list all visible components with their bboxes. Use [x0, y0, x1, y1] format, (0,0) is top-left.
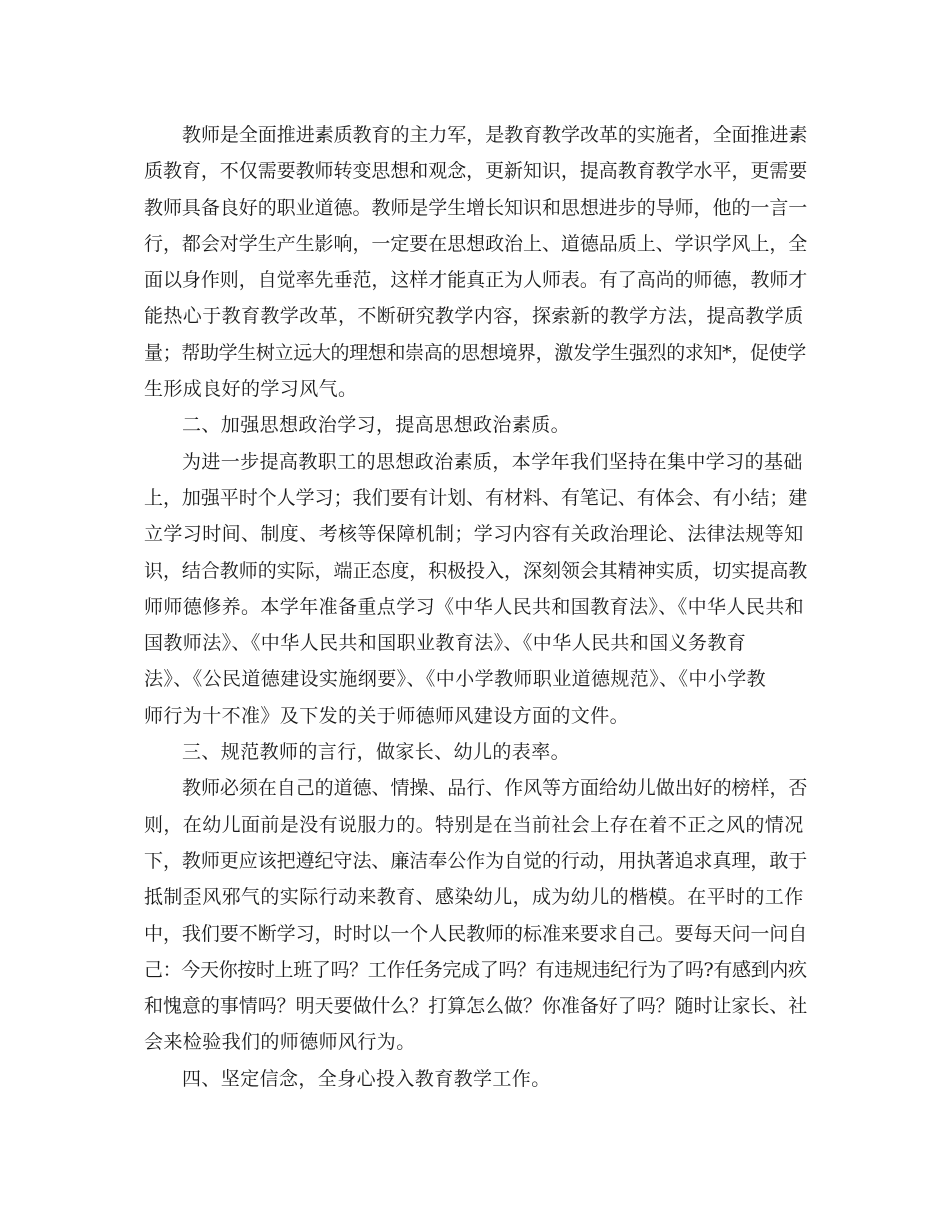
paragraph-first-line: 教师是全面推进素质教育的主力军，是教育教学改革的实施者，全面推进素 [182, 124, 808, 146]
text-line: 行，都会对学生产生影响，一定要在思想政治上、道德品质上、学识学风上，全 [144, 232, 808, 255]
text-line: 下，教师更应该把遵纪守法、廉洁奉公作为自觉的行动，用执著追求真理，敢于 [144, 849, 808, 872]
text-line: 国教师法》、《中华人民共和国职业教育法》、《中华人民共和国义务教育 [144, 632, 747, 655]
text-line: 上，加强平时个人学习；我们要有计划、有材料、有笔记、有体会、有小结；建 [144, 486, 808, 509]
text-line: 生形成良好的学习风气。 [144, 378, 358, 401]
text-line: 师师德修养。本学年准备重点学习《中华人民共和国教育法》、《中华人民共和 [144, 595, 805, 618]
paragraph-first-line: 三、规范教师的言行，做家长、幼儿的表率。 [182, 741, 571, 764]
text-line: 量；帮助学生树立远大的理想和崇高的思想境界，激发学生强烈的求知*，促使学 [144, 341, 806, 364]
text-line: 会来检验我们的师德师风行为。 [144, 1031, 416, 1054]
paragraph-first-line: 为进一步提高教职工的思想政治素质，本学年我们坚持在集中学习的基础 [182, 450, 803, 473]
text-line: 则，在幼儿面前是没有说服力的。特别是在当前社会上存在着不正之风的情况 [144, 813, 804, 836]
text-line: 能热心于教育教学改革，不断研究教学内容，探索新的教学方法，提高教学质 [144, 305, 804, 328]
paragraph-first-line: 四、坚定信念，全身心投入教育教学工作。 [182, 1067, 551, 1090]
text-line: 中，我们要不断学习，时时以一个人民教师的标准来要求自己。要每天问一问自 [144, 922, 808, 945]
text-line: 识，结合教师的实际，端正态度，积极投入，深刻领会其精神实质，切实提高教 [144, 559, 808, 582]
text-line: 质教育，不仅需要教师转变思想和观念，更新知识，提高教育教学水平，更需要 [144, 160, 808, 183]
text-line: 和愧意的事情吗？明天要做什么？打算怎么做？你准备好了吗？随时让家长、社 [144, 995, 808, 1018]
text-line: 立学习时间、制度、考核等保障机制；学习内容有关政治理论、法律法规等知 [144, 523, 804, 546]
paragraph-first-line: 二、加强思想政治学习，提高思想政治素质。 [182, 414, 571, 437]
text-line: 师行为十不准》及下发的关于师德师风建设方面的文件。 [144, 704, 630, 727]
paragraph-first-line: 教师必须在自己的道德、情操、品行、作风等方面给幼儿做出好的榜样，否 [182, 777, 808, 800]
text-line: 抵制歪风邪气的实际行动来教育、感染幼儿，成为幼儿的楷模。在平时的工作 [144, 886, 804, 909]
text-line: 面以身作则，自觉率先垂范，这样才能真正为人师表。有了高尚的师德，教师才 [144, 269, 808, 292]
document-body [144, 117, 808, 1097]
text-line: 教师具备良好的职业道德。教师是学生增长知识和思想进步的导师，他的一言一 [144, 196, 808, 219]
text-line: 己：今天你按时上班了吗？工作任务完成了吗？有违规违纪行为了吗?有感到内疚 [144, 958, 807, 981]
text-line: 法》、《公民道德建设实施纲要》、《中小学教师职业道德规范》、《中小学教 [144, 668, 767, 691]
